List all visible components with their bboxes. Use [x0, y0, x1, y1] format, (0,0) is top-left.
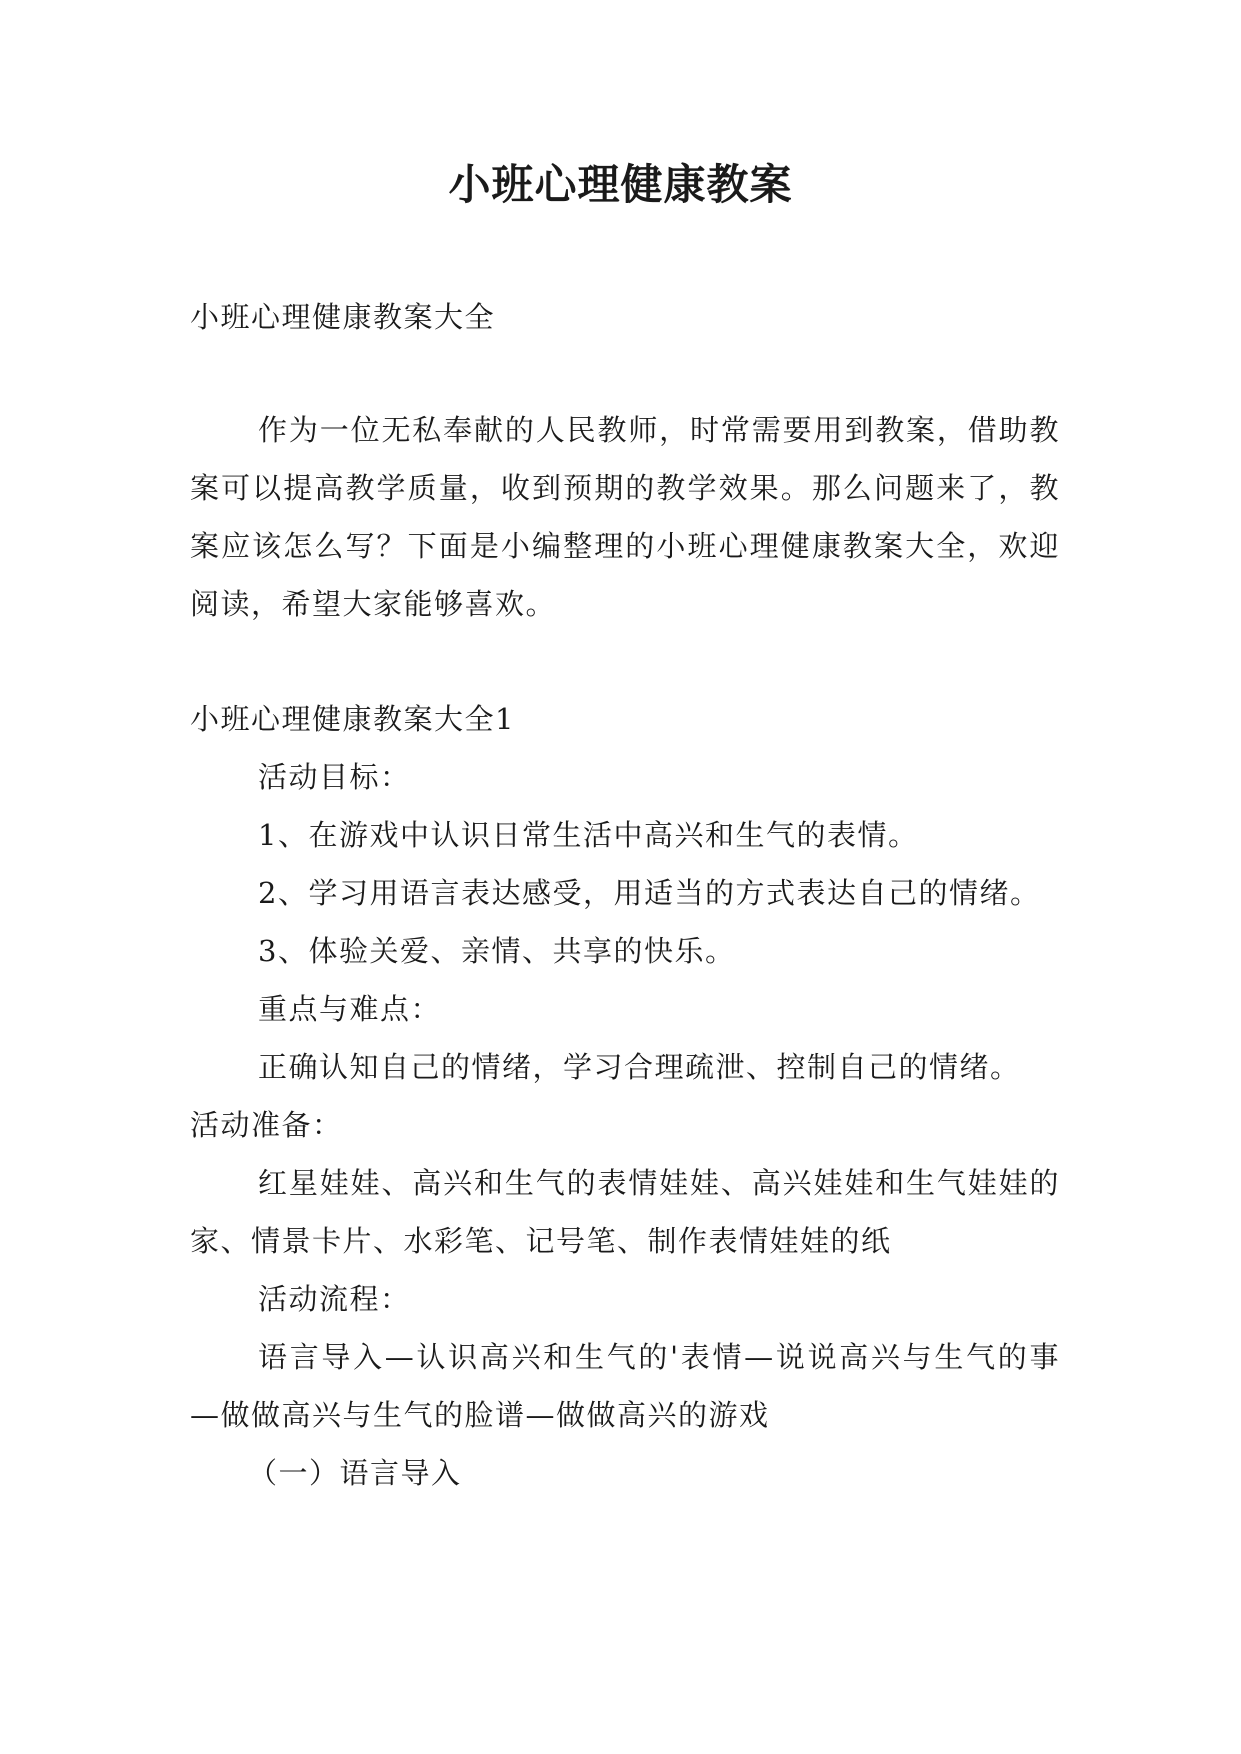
- lesson-section: [190, 690, 1060, 1502]
- paragraph-key-points: 重点与难点：: [258, 992, 442, 1026]
- intro-paragraph: 作为一位无私奉献的人民教师，时常需要用到教案，借助教案可以提高教学质量，收到预期的教学效果。那么问题来了，教案应该怎么写？下面是小编整理的小班心理健康教案大全，欢迎阅读，希望大家能够喜欢。: [190, 413, 1060, 621]
- paragraph-process: 活动流程：: [258, 1282, 411, 1316]
- paragraph-preparation: 活动准备：: [190, 1108, 343, 1142]
- paragraph-goal-3: 3、体验关爱、亲情、共享的快乐。: [258, 934, 736, 968]
- paragraph-step-1: （一）语言导入: [248, 1456, 462, 1490]
- document-title: 小班心理健康教案: [448, 160, 793, 209]
- paragraph-process-detail: 语言导入—认识高兴和生气的'表情—说说高兴与生气的事—做做高兴与生气的脸谱—做做高兴的游戏: [190, 1340, 1060, 1432]
- paragraph-key-points-detail: 正确认知自己的情绪，学习合理疏泄、控制自己的情绪。: [258, 1050, 1021, 1084]
- document-subtitle: 小班心理健康教案大全: [190, 300, 496, 334]
- paragraph-goal-2: 2、学习用语言表达感受，用适当的方式表达自己的情绪。: [258, 876, 1041, 910]
- paragraph-goal-1: 1、在游戏中认识日常生活中高兴和生气的表情。: [258, 818, 919, 852]
- paragraph-preparation-detail: 红星娃娃、高兴和生气的表情娃娃、高兴娃娃和生气娃娃的家、情景卡片、水彩笔、记号笔、制作表情娃娃的纸: [190, 1166, 1060, 1258]
- section-heading: 小班心理健康教案大全1: [190, 702, 515, 736]
- paragraph-activity-goals: 活动目标：: [258, 760, 411, 794]
